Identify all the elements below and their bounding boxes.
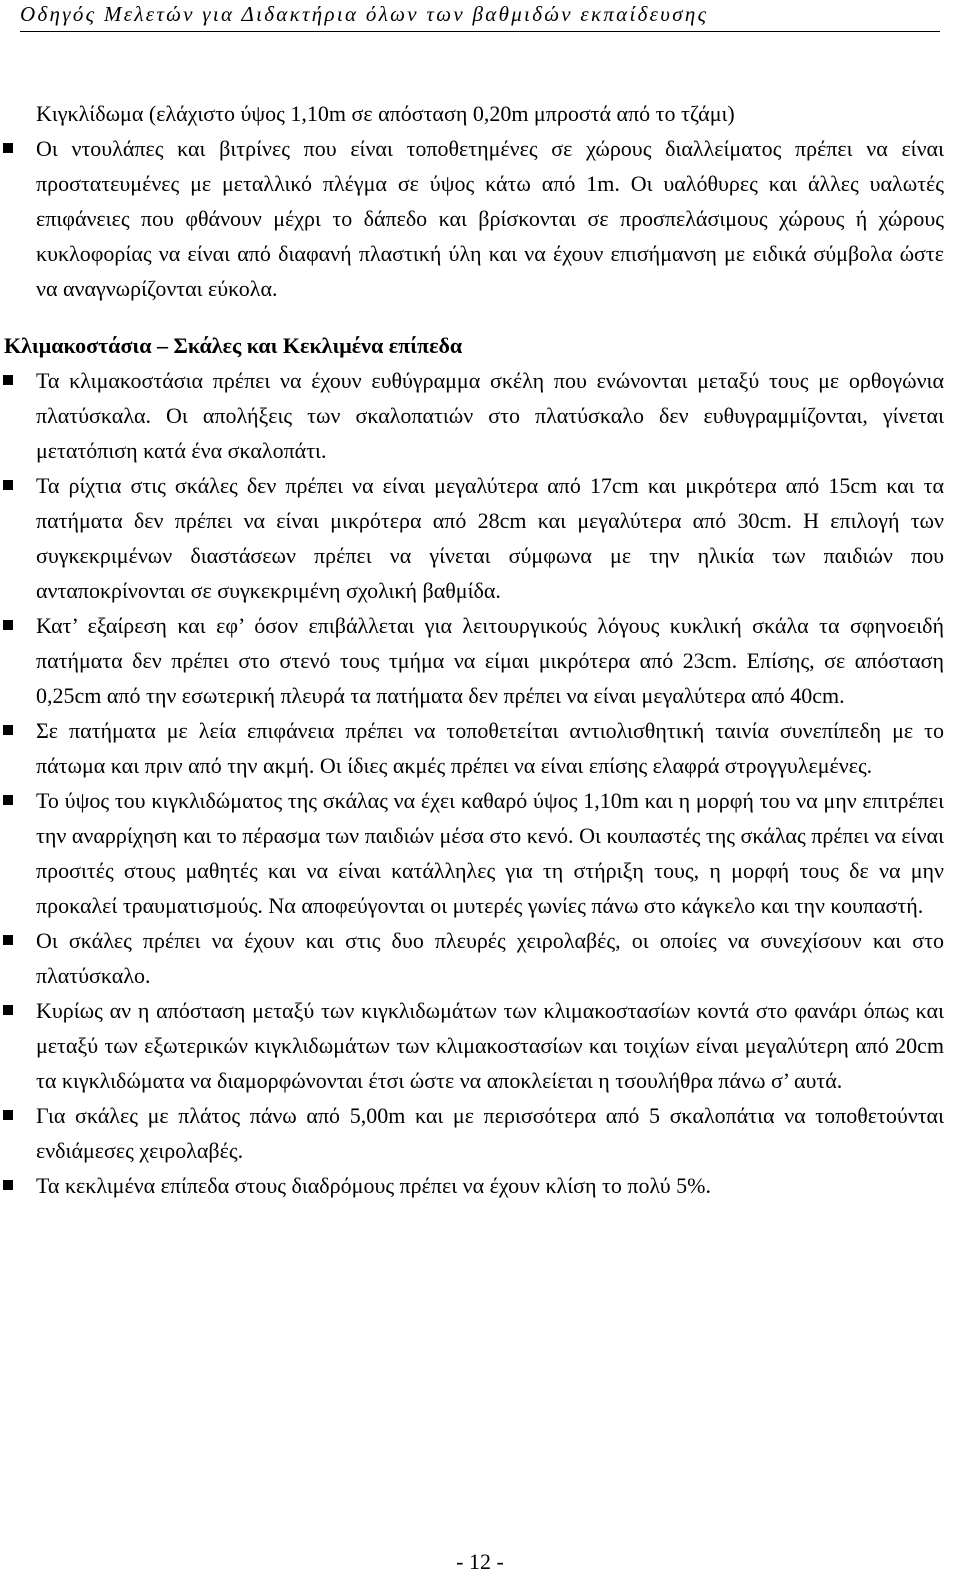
list-item-text: Το ύψος του κιγκλιδώματος της σκάλας να έχει καθαρό ύψος 1,10m και η μορφή του να μην επιτρέπει την αναρρίχηση και το πέρασμα των παιδιών μέσα στο κενό. Οι κουπαστές της σκάλας πρέπει να είναι προσιτές στους μαθητές και να είναι κατάλληλες για τη στήριξη τους, η μορφή τους δε να μην προκαλεί τραυματισμούς. Να αποφεύγονται οι μυτερές γωνίες πάνω στο κάγκελο και την κουπαστή. (36, 788, 944, 918)
square-bullet-icon (3, 795, 13, 805)
list-item (36, 608, 944, 713)
list-item (36, 131, 944, 306)
list-item-text: Τα ρίχτια στις σκάλες δεν πρέπει να είναι μεγαλύτερα από 17cm και μικρότερα από 15cm και τα πατήματα δεν πρέπει να είναι μικρότερα από 28cm και μεγαλύτερα από 30cm. Η επιλογή των συγκεκριμένων διαστάσεων πρέπει να γίνεται σύμφωνα με την ηλικία των παιδιών που ανταποκρίνονται σε συγκεκριμένη σχολική βαθμίδα. (36, 473, 944, 603)
square-bullet-icon (3, 935, 13, 945)
list-item (36, 468, 944, 608)
list-item (36, 1168, 944, 1203)
list-item-text: Για σκάλες με πλάτος πάνω από 5,00m και με περισσότερα από 5 σκαλοπάτια να τοποθετούνται ενδιάμεσες χειρολαβές. (36, 1103, 944, 1163)
list-item-text: Οι σκάλες πρέπει να έχουν και στις δυο πλευρές χειρολαβές, οι οποίες να συνεχίσουν και στο πλατύσκαλο. (36, 928, 944, 988)
page-number: - 12 - (456, 1549, 504, 1574)
square-bullet-icon (3, 1110, 13, 1120)
paragraph-continuation: Κιγκλίδωμα (ελάχιστο ύψος 1,10m σε απόσταση 0,20m μπροστά από το τζάμι) (36, 101, 735, 126)
section-heading-stairs: Κλιμακοστάσια – Σκάλες και Κεκλιμένα επίπεδα (4, 333, 463, 358)
list-item-text: Τα κλιμακοστάσια πρέπει να έχουν ευθύγραμμα σκέλη που ενώνονται μεταξύ τους με ορθογώνια πλατύσκαλα. Οι απολήξεις των σκαλοπατιών στο πλατύσκαλο δεν ευθυγραμμίζονται, γίνεται μετατόπιση κατά ένα σκαλοπάτι. (36, 368, 944, 463)
list-item (36, 923, 944, 993)
square-bullet-icon (3, 480, 13, 490)
list-item-text: Σε πατήματα με λεία επιφάνεια πρέπει να τοποθετείται αντιολισθητική ταινία συνεπίπεδη με το πάτωμα και πριν από την ακμή. Οι ίδιες ακμές πρέπει να είναι επίσης ελαφρά στρογγυλεμένες. (36, 718, 944, 778)
bullet-list-glass (36, 131, 944, 306)
bullet-list-stairs (36, 363, 944, 1203)
square-bullet-icon (3, 375, 13, 385)
document-body (4, 96, 944, 1203)
list-item-text: Κατ’ εξαίρεση και εφ’ όσον επιβάλλεται για λειτουργικούς λόγους κυκλική σκάλα τα σφηνοειδή πατήματα δεν πρέπει στο στενό τους τμήμα να είμαι μικρότερα από 23cm. Επίσης, σε απόσταση 0,25cm από την εσωτερική πλευρά τα πατήματα δεν πρέπει να είναι μεγαλύτερα από 40cm. (36, 613, 944, 708)
list-item (36, 783, 944, 923)
square-bullet-icon (3, 725, 13, 735)
list-item-text: Κυρίως αν η απόσταση μεταξύ των κιγκλιδωμάτων των κλιμακοστασίων κοντά στο φανάρι όπως και μεταξύ των εξωτερικών κιγκλιδωμάτων των κλιμακοστασίων και τοιχίων είναι μεγαλύτερη από 20cm τα κιγκλιδώματα να διαμορφώνονται έτσι ώστε να αποκλείεται η τσουλήθρα πάνω σ’ αυτά. (36, 998, 944, 1093)
square-bullet-icon (3, 1180, 13, 1190)
running-header: Οδηγός Μελετών για Διδακτήρια όλων των βαθμιδών εκπαίδευσης (20, 2, 940, 32)
list-item (36, 1098, 944, 1168)
square-bullet-icon (3, 143, 13, 153)
list-item (36, 713, 944, 783)
list-item-text: Οι ντουλάπες και βιτρίνες που είναι τοποθετημένες σε χώρους διαλλείματος πρέπει να είναι προστατευμένες με μεταλλικό πλέγμα σε ύψος κάτω από 1m. Οι υαλόθυρες και άλλες υαλωτές επιφάνειες που φθάνουν μέχρι το δάπεδο και βρίσκονται σε προσπελάσιμους χώρους ή χώρους κυκλοφορίας να είναι από διαφανή πλαστική ύλη και να έχουν επισήμανση με ειδικά σύμβολα ώστε να αναγνωρίζονται εύκολα. (36, 136, 944, 301)
square-bullet-icon (3, 620, 13, 630)
list-item (36, 993, 944, 1098)
list-item (36, 363, 944, 468)
square-bullet-icon (3, 1005, 13, 1015)
list-item-text: Τα κεκλιμένα επίπεδα στους διαδρόμους πρέπει να έχουν κλίση το πολύ 5%. (36, 1173, 711, 1198)
